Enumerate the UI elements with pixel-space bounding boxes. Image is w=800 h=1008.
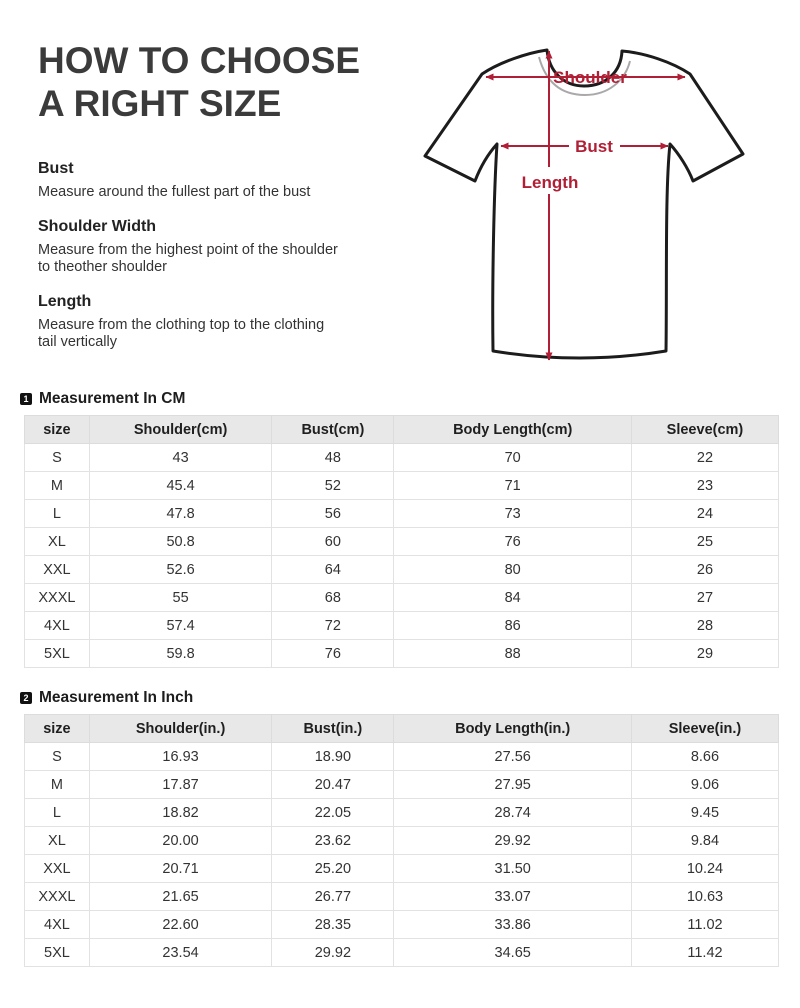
measurement-cell: 33.07: [394, 883, 632, 911]
size-cell: XXXL: [25, 584, 90, 612]
measurement-cell: 9.45: [631, 799, 778, 827]
measurement-cell: 26: [631, 556, 778, 584]
page-title: [38, 40, 393, 126]
measurement-cm-table: [24, 415, 779, 668]
measurement-cell: 88: [394, 640, 632, 668]
measurement-cell: 21.65: [89, 883, 271, 911]
page-title-line1: HOW TO CHOOSE: [38, 40, 361, 81]
measurement-cell: 29: [631, 640, 778, 668]
measurement-cell: 22.05: [272, 799, 394, 827]
measurement-cell: 31.50: [394, 855, 632, 883]
table-row: [25, 500, 779, 528]
measurement-cell: 43: [89, 444, 271, 472]
column-header: Body Length(in.): [394, 715, 632, 743]
measurement-inch-table: [24, 714, 779, 967]
measurement-cell: 34.65: [394, 939, 632, 967]
tip-bust-heading: Bust: [38, 159, 74, 177]
measurement-cell: 52: [272, 472, 394, 500]
size-cell: XL: [25, 827, 90, 855]
measurement-cell: 25: [631, 528, 778, 556]
measurement-cell: 11.42: [631, 939, 778, 967]
measurement-cell: 84: [394, 584, 632, 612]
number-2-icon: 2: [20, 692, 32, 704]
tip-bust-description: Measure around the fullest part of the bust: [38, 183, 311, 200]
measurement-cell: 60: [272, 528, 394, 556]
measurement-cell: 47.8: [89, 500, 271, 528]
measurement-cell: 76: [394, 528, 632, 556]
measurement-cell: 52.6: [89, 556, 271, 584]
tip-length: [38, 293, 393, 351]
measurement-cell: 57.4: [89, 612, 271, 640]
measurement-cell: 22.60: [89, 911, 271, 939]
tshirt-diagram-svg: [422, 20, 754, 370]
size-cell: XXL: [25, 556, 90, 584]
length-label: Length: [521, 173, 579, 192]
measurement-cell: 17.87: [89, 771, 271, 799]
measurement-cell: 25.20: [272, 855, 394, 883]
column-header: Sleeve(cm): [631, 416, 778, 444]
measurement-cell: 22: [631, 444, 778, 472]
measurement-cell: 71: [394, 472, 632, 500]
measurement-cell: 56: [272, 500, 394, 528]
measurement-cm-section: [0, 390, 800, 668]
table-row: [25, 640, 779, 668]
measurement-cell: 68: [272, 584, 394, 612]
size-cell: M: [25, 771, 90, 799]
tshirt-measurement-diagram: [422, 20, 754, 370]
bust-label: Bust: [575, 137, 613, 156]
measurement-cell: 70: [394, 444, 632, 472]
measurement-cell: 9.84: [631, 827, 778, 855]
tshirt-outline: [425, 50, 743, 358]
measurement-cell: 50.8: [89, 528, 271, 556]
table-row: [25, 883, 779, 911]
measurement-cell: 24: [631, 500, 778, 528]
table-row: [25, 827, 779, 855]
table-row: [25, 855, 779, 883]
size-cell: XL: [25, 528, 90, 556]
measurement-cell: 23.54: [89, 939, 271, 967]
inch-section-title-text: Measurement In Inch: [39, 689, 194, 706]
table-row: [25, 556, 779, 584]
measurement-cell: 76: [272, 640, 394, 668]
size-cell: S: [25, 444, 90, 472]
tip-shoulder-width: [38, 218, 393, 276]
measurement-cell: 28: [631, 612, 778, 640]
table-row: [25, 528, 779, 556]
table-row: [25, 799, 779, 827]
measurement-cell: 28.35: [272, 911, 394, 939]
inch-section-title: [20, 689, 779, 707]
size-cell: XXL: [25, 855, 90, 883]
table-row: [25, 584, 779, 612]
size-cell: 4XL: [25, 911, 90, 939]
measurement-cell: 45.4: [89, 472, 271, 500]
measurement-cell: 23: [631, 472, 778, 500]
cm-section-title-text: Measurement In CM: [39, 390, 186, 407]
table-row: [25, 472, 779, 500]
measurement-cell: 16.93: [89, 743, 271, 771]
measurement-cell: 23.62: [272, 827, 394, 855]
measurement-cell: 73: [394, 500, 632, 528]
measurement-cell: 10.63: [631, 883, 778, 911]
measurement-cell: 55: [89, 584, 271, 612]
measurement-cell: 48: [272, 444, 394, 472]
tip-shoulder-description: Measure from the highest point of the shoulder to theother shoulder: [38, 241, 338, 276]
measurement-cell: 86: [394, 612, 632, 640]
column-header: Sleeve(in.): [631, 715, 778, 743]
measurement-cell: 8.66: [631, 743, 778, 771]
size-cell: XXXL: [25, 883, 90, 911]
measurement-cell: 59.8: [89, 640, 271, 668]
table-row: [25, 939, 779, 967]
column-header: Body Length(cm): [394, 416, 632, 444]
how-to-choose-section: [0, 0, 800, 390]
size-cell: M: [25, 472, 90, 500]
measurement-cell: 11.02: [631, 911, 778, 939]
measurement-cell: 20.71: [89, 855, 271, 883]
howto-text-column: [38, 40, 393, 368]
number-1-icon: 1: [20, 393, 32, 405]
measurement-cell: 26.77: [272, 883, 394, 911]
tip-length-heading: Length: [38, 293, 92, 311]
measurement-cell: 27: [631, 584, 778, 612]
size-cell: L: [25, 500, 90, 528]
column-header: size: [25, 416, 90, 444]
column-header: Bust(cm): [272, 416, 394, 444]
measurement-cell: 29.92: [272, 939, 394, 967]
shoulder-label: Shoulder: [553, 68, 627, 87]
size-cell: L: [25, 799, 90, 827]
cm-section-title: [20, 390, 779, 408]
measurement-cell: 20.47: [272, 771, 394, 799]
size-cell: 4XL: [25, 612, 90, 640]
measurement-cell: 27.95: [394, 771, 632, 799]
table-row: [25, 771, 779, 799]
size-cell: 5XL: [25, 939, 90, 967]
measurement-cell: 18.90: [272, 743, 394, 771]
measurement-cell: 10.24: [631, 855, 778, 883]
size-cell: 5XL: [25, 640, 90, 668]
column-header: size: [25, 715, 90, 743]
measurement-cell: 28.74: [394, 799, 632, 827]
page-title-line2: A RIGHT SIZE: [38, 82, 282, 124]
tip-shoulder-heading: Shoulder Width: [38, 217, 157, 235]
tip-bust: [38, 160, 393, 201]
table-row: [25, 743, 779, 771]
measurement-cell: 29.92: [394, 827, 632, 855]
measurement-cell: 33.86: [394, 911, 632, 939]
measurement-cell: 20.00: [89, 827, 271, 855]
measurement-cell: 27.56: [394, 743, 632, 771]
table-row: [25, 444, 779, 472]
inch-table-header-row: [25, 715, 779, 743]
column-header: Shoulder(in.): [89, 715, 271, 743]
column-header: Bust(in.): [272, 715, 394, 743]
measurement-cell: 9.06: [631, 771, 778, 799]
measurement-cell: 18.82: [89, 799, 271, 827]
tip-length-description: Measure from the clothing top to the clothing tail vertically: [38, 317, 325, 351]
table-row: [25, 911, 779, 939]
measurement-cell: 80: [394, 556, 632, 584]
size-cell: S: [25, 743, 90, 771]
measurement-cell: 72: [272, 612, 394, 640]
measurement-inch-section: [0, 689, 800, 967]
table-row: [25, 612, 779, 640]
column-header: Shoulder(cm): [89, 416, 271, 444]
cm-table-header-row: [25, 416, 779, 444]
measurement-cell: 64: [272, 556, 394, 584]
